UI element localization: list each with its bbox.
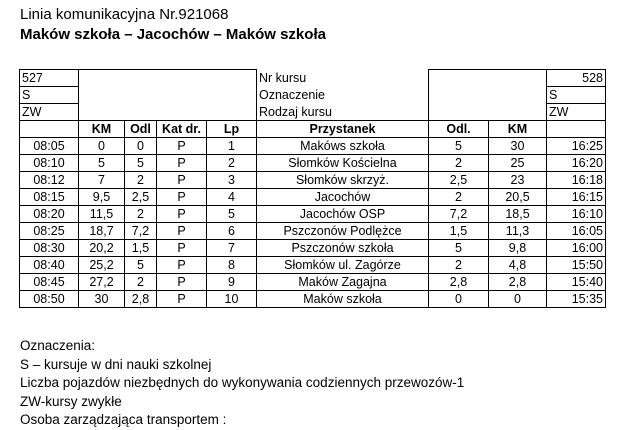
distance-return: 2 bbox=[429, 257, 489, 274]
stop-number: 2 bbox=[207, 155, 257, 172]
trip-type-outbound: ZW bbox=[20, 104, 79, 121]
distance-return: 5 bbox=[429, 240, 489, 257]
distance-outbound: 2 bbox=[125, 206, 157, 223]
distance-return: 2,8 bbox=[429, 274, 489, 291]
km-return: 9,8 bbox=[489, 240, 547, 257]
departure-time: 08:45 bbox=[20, 274, 79, 291]
table-row bbox=[20, 155, 606, 172]
distance-return: 5 bbox=[429, 138, 489, 155]
km-outbound: 27,2 bbox=[79, 274, 125, 291]
column-header-km-return: KM bbox=[489, 121, 547, 138]
stop-number: 9 bbox=[207, 274, 257, 291]
table-row bbox=[20, 138, 606, 155]
trip-number-return: 528 bbox=[547, 70, 606, 87]
km-outbound: 7 bbox=[79, 172, 125, 189]
note-vehicle-count: Liczba pojazdów niezbędnych do wykonywania codziennych przewozów-1 bbox=[20, 375, 465, 390]
header-row-trip-number bbox=[20, 70, 606, 87]
road-category: P bbox=[157, 223, 207, 240]
departure-time: 08:20 bbox=[20, 206, 79, 223]
distance-outbound: 2 bbox=[125, 274, 157, 291]
arrival-time: 16:20 bbox=[547, 155, 606, 172]
km-return: 30 bbox=[489, 138, 547, 155]
arrival-time: 15:40 bbox=[547, 274, 606, 291]
distance-return: 2 bbox=[429, 155, 489, 172]
km-outbound: 5 bbox=[79, 155, 125, 172]
road-category: P bbox=[157, 206, 207, 223]
km-outbound: 30 bbox=[79, 291, 125, 308]
km-return: 23 bbox=[489, 172, 547, 189]
arrival-time: 16:25 bbox=[547, 138, 606, 155]
stop-number: 4 bbox=[207, 189, 257, 206]
departure-time: 08:05 bbox=[20, 138, 79, 155]
km-outbound: 0 bbox=[79, 138, 125, 155]
arrival-time: 16:00 bbox=[547, 240, 606, 257]
designation-return: S bbox=[547, 87, 606, 104]
departure-time: 08:30 bbox=[20, 240, 79, 257]
km-outbound: 18,7 bbox=[79, 223, 125, 240]
distance-return: 2,5 bbox=[429, 172, 489, 189]
stop-number: 5 bbox=[207, 206, 257, 223]
arrival-time: 16:10 bbox=[547, 206, 606, 223]
table-row bbox=[20, 240, 606, 257]
road-category: P bbox=[157, 274, 207, 291]
column-header-blank-return bbox=[547, 121, 606, 138]
departure-time: 08:12 bbox=[20, 172, 79, 189]
timetable bbox=[19, 69, 606, 308]
trip-type-return: ZW bbox=[547, 104, 606, 121]
stop-name: Słomków ul. Zagórze bbox=[257, 257, 429, 274]
trip-number-outbound: 527 bbox=[20, 70, 79, 87]
column-header-stop-name: Przystanek bbox=[257, 121, 429, 138]
column-header-road-category: Kat dr. bbox=[157, 121, 207, 138]
km-return: 0 bbox=[489, 291, 547, 308]
table-row bbox=[20, 189, 606, 206]
km-return: 25 bbox=[489, 155, 547, 172]
distance-return: 7,2 bbox=[429, 206, 489, 223]
distance-outbound: 7,2 bbox=[125, 223, 157, 240]
label-trip-number: Nr kursu bbox=[257, 70, 429, 87]
km-return: 4,8 bbox=[489, 257, 547, 274]
table-row bbox=[20, 257, 606, 274]
stop-name: Jacochów bbox=[257, 189, 429, 206]
notes-section bbox=[20, 337, 464, 430]
column-header-distance-outbound: Odl bbox=[125, 121, 157, 138]
header-blank-left bbox=[79, 70, 257, 121]
stop-name: Pszczonów szkoła bbox=[257, 240, 429, 257]
arrival-time: 15:50 bbox=[547, 257, 606, 274]
stop-name: Słomków skrzyż. bbox=[257, 172, 429, 189]
column-header-distance-return: Odl. bbox=[429, 121, 489, 138]
km-outbound: 9,5 bbox=[79, 189, 125, 206]
notes-heading: Oznaczenia: bbox=[20, 338, 96, 353]
km-return: 11,3 bbox=[489, 223, 547, 240]
arrival-time: 16:18 bbox=[547, 172, 606, 189]
stop-name: Maków szkoła bbox=[257, 291, 429, 308]
road-category: P bbox=[157, 172, 207, 189]
departure-time: 08:50 bbox=[20, 291, 79, 308]
note-designation-s: S – kursuje w dni nauki szkolnej bbox=[20, 356, 212, 372]
label-trip-type: Rodzaj kursu bbox=[257, 104, 429, 121]
km-return: 18,5 bbox=[489, 206, 547, 223]
note-transport-manager: Osoba zarządzająca transportem : bbox=[20, 412, 227, 427]
distance-outbound: 5 bbox=[125, 257, 157, 274]
table-row bbox=[20, 291, 606, 308]
road-category: P bbox=[157, 138, 207, 155]
distance-return: 1,5 bbox=[429, 223, 489, 240]
km-outbound: 25,2 bbox=[79, 257, 125, 274]
column-header-stop-number: Lp bbox=[207, 121, 257, 138]
table-row bbox=[20, 274, 606, 291]
arrival-time: 16:05 bbox=[547, 223, 606, 240]
departure-time: 08:25 bbox=[20, 223, 79, 240]
distance-outbound: 2,5 bbox=[125, 189, 157, 206]
stop-name: Makóws szkoła bbox=[257, 138, 429, 155]
stop-name: Pszczonów Podlężce bbox=[257, 223, 429, 240]
road-category: P bbox=[157, 291, 207, 308]
column-header-row bbox=[20, 121, 606, 138]
stop-number: 3 bbox=[207, 172, 257, 189]
column-header-blank bbox=[20, 121, 79, 138]
table-row bbox=[20, 172, 606, 189]
header-blank-right bbox=[429, 70, 547, 121]
arrival-time: 15:35 bbox=[547, 291, 606, 308]
stop-name: Maków Zagajna bbox=[257, 274, 429, 291]
road-category: P bbox=[157, 189, 207, 206]
designation-outbound: S bbox=[20, 87, 79, 104]
km-outbound: 11,5 bbox=[79, 206, 125, 223]
line-title: Linia komunikacyjna Nr.921068 bbox=[20, 6, 229, 23]
km-outbound: 20,2 bbox=[79, 240, 125, 257]
road-category: P bbox=[157, 155, 207, 172]
distance-return: 0 bbox=[429, 291, 489, 308]
road-category: P bbox=[157, 240, 207, 257]
distance-outbound: 2,8 bbox=[125, 291, 157, 308]
departure-time: 08:40 bbox=[20, 257, 79, 274]
arrival-time: 16:15 bbox=[547, 189, 606, 206]
route-title: Maków szkoła – Jacochów – Maków szkoła bbox=[20, 26, 326, 43]
distance-outbound: 0 bbox=[125, 138, 157, 155]
stop-number: 1 bbox=[207, 138, 257, 155]
distance-outbound: 1,5 bbox=[125, 240, 157, 257]
stop-name: Słomków Kościelna bbox=[257, 155, 429, 172]
km-return: 20,5 bbox=[489, 189, 547, 206]
label-designation: Oznaczenie bbox=[257, 87, 429, 104]
km-return: 2,8 bbox=[489, 274, 547, 291]
note-designation-zw: ZW-kursy zwykłe bbox=[20, 393, 122, 409]
stop-number: 10 bbox=[207, 291, 257, 308]
stop-number: 8 bbox=[207, 257, 257, 274]
stop-number: 7 bbox=[207, 240, 257, 257]
departure-time: 08:15 bbox=[20, 189, 79, 206]
stop-number: 6 bbox=[207, 223, 257, 240]
road-category: P bbox=[157, 257, 207, 274]
departure-time: 08:10 bbox=[20, 155, 79, 172]
distance-return: 2 bbox=[429, 189, 489, 206]
table-row bbox=[20, 223, 606, 240]
distance-outbound: 2 bbox=[125, 172, 157, 189]
table-row bbox=[20, 206, 606, 223]
stop-name: Jacochów OSP bbox=[257, 206, 429, 223]
column-header-km-outbound: KM bbox=[79, 121, 125, 138]
distance-outbound: 5 bbox=[125, 155, 157, 172]
